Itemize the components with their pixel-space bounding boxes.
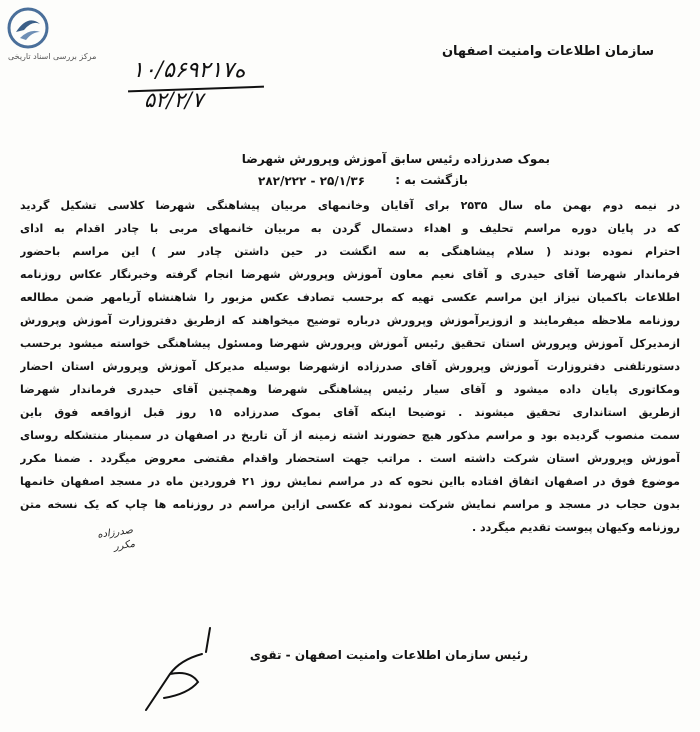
body-line: روزنامه وکیهان پیوست تقدیم میگردد .: [471, 521, 680, 534]
body-line: بدون حجاب در مسجد و مراسم نمایش شرکت نمودند که عکسی ازاین مراسم در روزنامه ها چاپ که یک نسخه متن: [20, 498, 680, 511]
body-line: فرماندار شهرضا آقای حیدری و آقای نعیم معاون آموزش وپرورش شهرضا انجام گرفته وخبرنگار عکاس روزنامه: [20, 268, 680, 281]
signature-scribble-icon: [140, 624, 250, 714]
archive-logo-text: مرکز بررسی اسناد تاریخی: [8, 52, 97, 61]
archive-emblem-icon: [6, 6, 50, 50]
reference-number: ۱۰/۵۶۹۲ه۱۷: [132, 58, 246, 83]
reference-prefix: بازگشت به :: [395, 173, 468, 187]
body-line: دستورتلفنی دفتروزارت آموزش وپرورش آقای صدرزاده ازشهرضا بوسیله مدیرکل آموزش وپرورش استان احضار: [20, 360, 680, 373]
body-line: احترام نموده بودند ( سلام پیشاهنگی به سه انگشت در حین داشتن چادر سر ) این مراسم باحضور: [20, 245, 680, 258]
handwritten-note-line: مکرر: [113, 538, 136, 553]
body-line: در نیمه دوم بهمن ماه سال ۲۵۳۵ برای آقایان وخانمهای مربیان پیشاهنگی شهرضا کلاسی تشکیل گردید: [20, 199, 680, 212]
reference-date: ۵۲/۲/۷: [144, 88, 204, 112]
body-line: اطلاعات باکمیان نیزاز این مراسم عکسی تهیه که برحسب تصادف عکس مزبور را شاهنشاه آریامهر ضمن مطالعه: [20, 291, 680, 304]
body-line: موضوع فوق در اصفهان اتفاق افتاده بااین نحوه که در مراسم نمایش روز ۲۱ فروردین ماه در مسجد اصفهان خانمها: [20, 475, 680, 488]
body-line: ومکاتوری پایان داده میشود و آقای سیار رئیس پیشاهنگی شهرضا وهمچنین آقای حیدری فرماندار شهرضا: [20, 383, 680, 396]
handwritten-reference: [128, 58, 268, 110]
recipient-line: بموک صدرزاده رئیس سابق آموزش وپرورش شهرضا: [241, 152, 550, 166]
body-line: سمت منصوب گردیده بود و مراسم مذکور هیچ حضورند اشته زمینه از آن تاریخ در اصفهان در سمینار منتشکله روسای: [20, 429, 680, 442]
handwritten-note-line: صدرزاده: [96, 524, 134, 541]
handwritten-margin-note: [13, 524, 139, 588]
organization-header: سازمان اطلاعات وامنیت اصفهان: [441, 44, 654, 59]
body-line: آموزش وپرورش استان شرکت داشته است . مراتب جهت استحضار واقدام مقتضی معروض میگردد . ضمنا مکرر: [20, 452, 680, 465]
body-line: روزنامه ملاحظه میفرمایند و ازوزیرآموزش وپرورش درباره توضیح میخواهند که ازطریق دفتروزارت آموزش وپرورش: [20, 314, 680, 327]
body-line: ازمدیرکل آموزش وپرورش استان تحقیق رئیس آموزش وپرورش شهرضا ومسئول پیشاهنگی خواسته میشود برحسب: [20, 337, 680, 350]
body-line: ازطریق استانداری تحقیق میشوند . توضیحا اینکه آقای بموک صدرزاده ۱۵ روز قبل ازواقعه فوق باین: [20, 406, 680, 419]
signature-line: رئیس سازمان اطلاعات وامنیت اصفهان - تقوی: [249, 648, 528, 662]
reference-values: ۲۸۲/۲۲۲ - ۲۵/۱/۳۶: [258, 174, 366, 188]
body-line: که در پایان دوره مراسم تحلیف و اهداء دستمال گردن به مربیان خانمهای مربی با چادر اقدام به ادای: [20, 222, 680, 235]
archive-logo: [6, 6, 126, 66]
